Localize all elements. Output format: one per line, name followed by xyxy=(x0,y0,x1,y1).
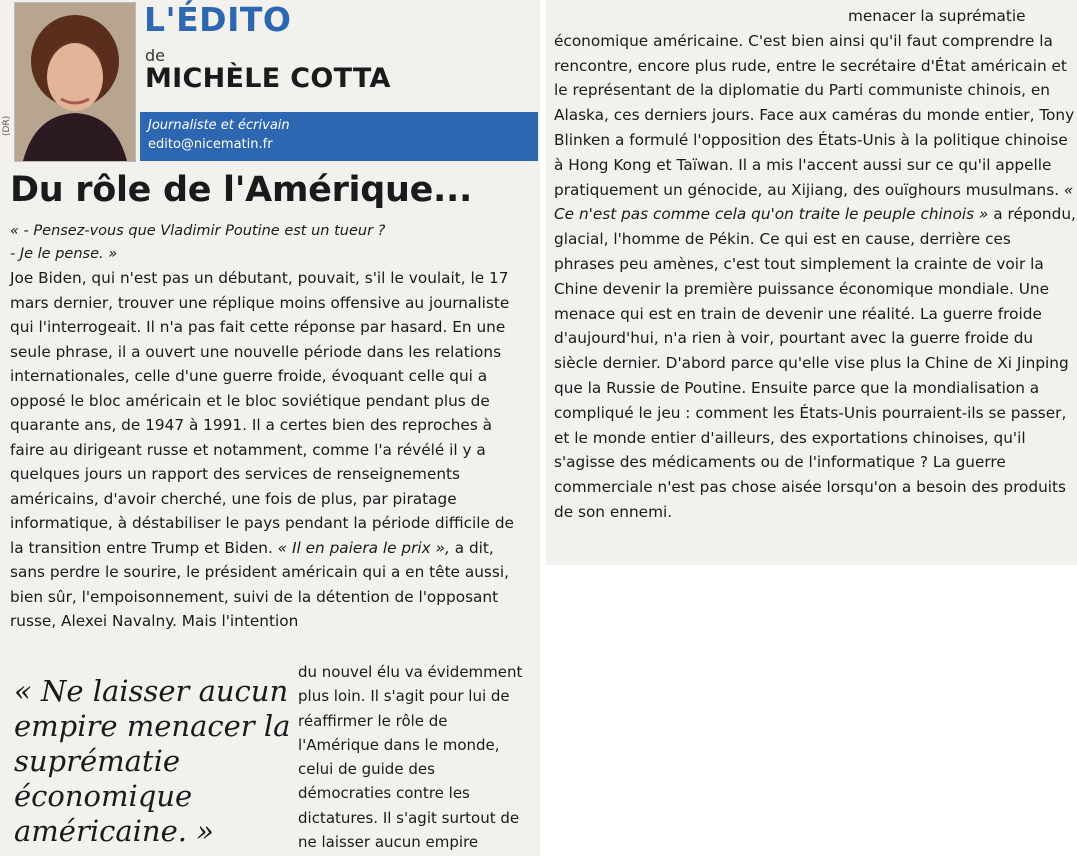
paragraph-text: Joe Biden, qui n'est pas un débutant, pouvait, s'il le voulait, le 17 mars dernier, trouver une réplique moins offensive au journaliste qui l'interrogeait. Il n'a pas fait cette réponse par hasard. En une seule phrase, il a ouvert une nouvelle période dans les relations internationales, celle d'une guerre froide, évoquant celle qui a opposé le bloc américain et le bloc soviétique pendant plus de quarante ans, de 1947 à 1991. Il a certes bien des reproches à faire au dirigeant russe et notamment, comme l'a révélé il y a quelques jours un rapport des services de renseignements américains, d'avoir cherché, une fois de plus, par piratage informatique, à déstabiliser le pays pendant la période difficile de la transition entre Trump et Biden. xyxy=(10,269,514,557)
author-info-bar xyxy=(140,112,538,161)
author-role: Journaliste et écrivain xyxy=(148,118,290,133)
paragraph-text: menacer la suprématie économique américaine. C'est bien ainsi qu'il faut comprendre la rencontre, encore plus rude, entre le secrétaire d'État américain et le représentant de la diplomatie du Parti communiste chinois, en Alaska, ces derniers jours. Face aux caméras du monde entier, Tony Blinken a formulé l'opposition des États-Unis à la politique chinoise à Hong Kong et Taïwan. Il a mis l'accent aussi sur ce qu'il appelle pratiquement un génocide, au Xijiang, des ouïghours musulmans. xyxy=(554,7,1075,199)
author-name: MICHÈLE COTTA xyxy=(145,63,391,94)
quote-question: « - Pensez-vous que Vladimir Poutine est un tueur ? xyxy=(10,223,386,239)
photo-credit: (DR) xyxy=(2,115,12,136)
edito-header xyxy=(4,0,536,170)
author-email[interactable]: edito@nicematin.fr xyxy=(148,137,273,152)
pull-quote: « Ne laisser aucun empire menacer la suprématie économique américaine. » xyxy=(14,674,291,848)
paragraph-italic-quote: « Il en paiera le prix », xyxy=(277,538,450,557)
paragraph-text-end: a dit, sans perdre le sourire, le président américain qui a en tête aussi, bien sûr, l'empoisonnement, suivi de la détention de l'opposant russe, Alexei Navalny. Mais l'intention xyxy=(10,538,509,630)
paragraph xyxy=(10,266,530,634)
opening-quote xyxy=(10,220,530,266)
article-headline: Du rôle de l'Amérique... xyxy=(10,170,473,210)
left-body-text xyxy=(10,266,530,634)
author-photo xyxy=(14,2,136,162)
section-title: L'ÉDITO xyxy=(144,0,292,39)
right-column xyxy=(546,0,1077,565)
paragraph-italic-quote: « Ce n'est pas comme cela qu'on traite le peuple chinois » xyxy=(554,180,1074,224)
paragraph: du nouvel élu va évidemment plus loin. Il s'agit pour lui de réaffirmer le rôle de l'Amérique dans le monde, celui de guide des démocraties contre les dictatures. Il s'agit surtout de ne laisser aucun empire xyxy=(298,663,523,852)
paragraph xyxy=(554,4,1076,525)
right-body-text xyxy=(554,4,1076,525)
author-preposition: de xyxy=(145,46,165,65)
left-body-narrow-text xyxy=(298,660,530,854)
paragraph-text-end: a répondu, glacial, l'homme de Pékin. Ce qui est en cause, derrière ces phrases peu amènes, c'est tout simplement la crainte de voir la Chine devenir la première puissance économique mondiale. Une menace qui est en train de devenir une réalité. La guerre froide d'aujourd'hui, n'a rien à voir, pourtant avec la guerre froide du siècle dernier. D'abord parce qu'elle vise plus la Chine de Xi Jinping que la Russie de Poutine. Ensuite parce que la mondialisation a compliqué le jeu : comment les États-Unis pourraient-ils se passer, et le monde entier d'ailleurs, des exportations chinoises, qu'il s'agisse des médicaments ou de l'informatique ? La guerre commerciale n'est pas chose aisée lorsqu'on a besoin des produits de son ennemi. xyxy=(554,205,1076,521)
quote-answer: - Je le pense. » xyxy=(10,246,118,262)
